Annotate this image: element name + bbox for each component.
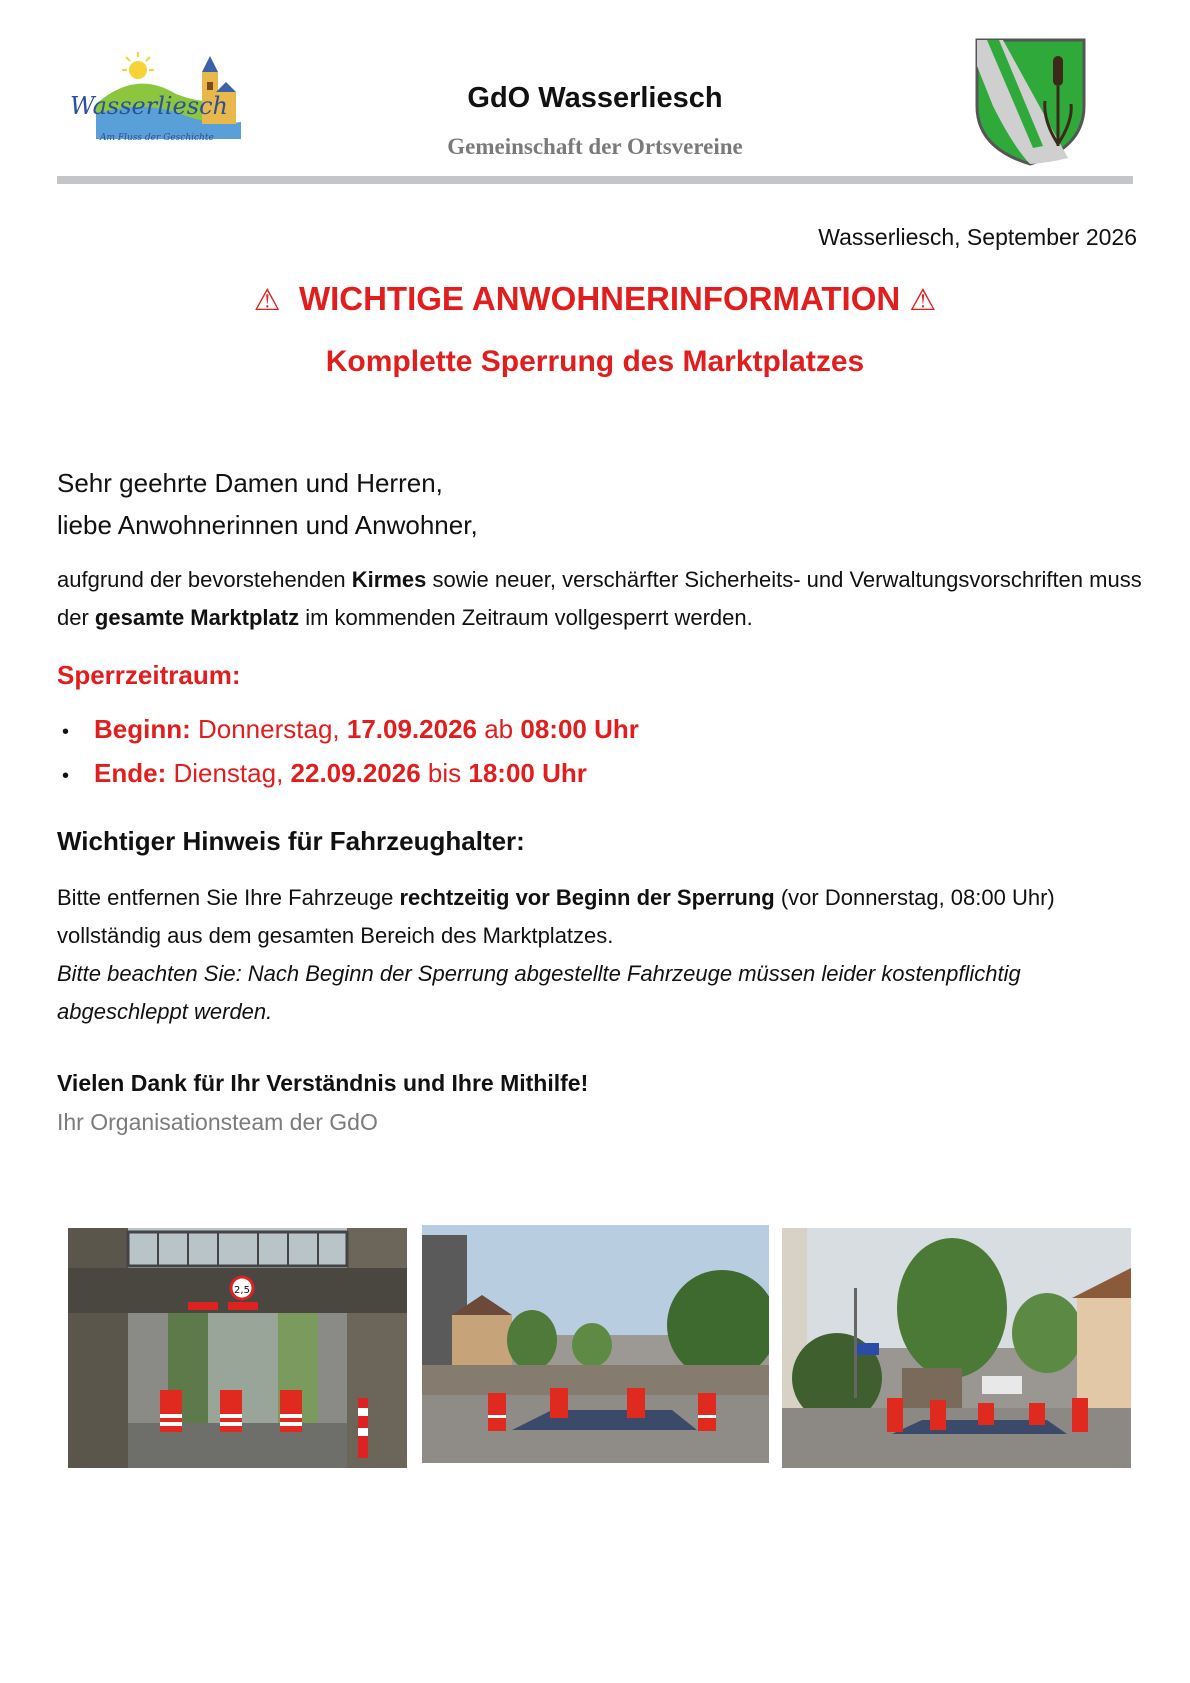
period-begin xyxy=(62,714,639,745)
intro-text: im kommenden Zeitraum vollgesperrt werden. xyxy=(299,605,753,630)
date-line: Wasserliesch, September 2026 xyxy=(818,224,1137,250)
photo-market-barriers-2 xyxy=(782,1228,1131,1468)
period-end xyxy=(62,758,587,789)
photo-underpass-barriers xyxy=(68,1228,407,1468)
alert-title xyxy=(0,280,1190,318)
end-conj: bis xyxy=(420,758,469,788)
begin-label: Beginn: xyxy=(94,714,191,744)
alert-title-text: WICHTIGE ANWOHNERINFORMATION xyxy=(298,280,901,317)
logo-text: Wasserliesch xyxy=(70,92,228,120)
alert-subtitle: Komplette Sperrung des Marktplatzes xyxy=(325,345,865,378)
hint-heading: Wichtiger Hinweis für Fahrzeughalter: xyxy=(57,826,525,856)
hint-text: Bitte entfernen Sie Ihre Fahrzeuge xyxy=(57,885,400,910)
logo-tagline: Am Fluss der Geschichte xyxy=(100,133,214,143)
warning-icon: ⚠ xyxy=(253,283,281,318)
closing-signature: Ihr Organisationsteam der GdO xyxy=(57,1109,378,1135)
intro-text: aufgrund der bevorstehenden xyxy=(57,567,352,592)
greeting xyxy=(57,462,478,546)
bullet: • xyxy=(62,721,70,743)
org-subtitle: Gemeinschaft der Ortsvereine xyxy=(447,134,743,159)
end-day: Dienstag, xyxy=(166,758,291,788)
begin-time: 08:00 Uhr xyxy=(520,714,639,744)
intro-paragraph xyxy=(57,561,1147,637)
hint-bold: rechtzeitig vor Beginn der Sperrung xyxy=(399,885,775,910)
begin-day: Donnerstag, xyxy=(190,714,347,744)
hint-paragraph xyxy=(57,879,1147,1031)
photo-market-barriers-1 xyxy=(422,1225,769,1463)
begin-conj: ab xyxy=(477,714,521,744)
intro-text: sowie neuer, verschärfter Sicherheits- und Verwaltungsvorschriften muss der xyxy=(57,567,1142,630)
coat-of-arms-icon xyxy=(973,36,1088,168)
end-time: 18:00 Uhr xyxy=(468,758,587,788)
height-sign-text: 2,5 xyxy=(234,1285,250,1296)
begin-date: 17.09.2026 xyxy=(346,714,477,744)
hint-italic-note: Bitte beachten Sie: Nach Beginn der Sperrung abgestellte Fahrzeuge müssen leider kostenpflichtig abgeschleppt werden. xyxy=(57,961,1021,1024)
warning-icon: ⚠ xyxy=(909,283,937,318)
closing-thanks: Vielen Dank für Ihr Verständnis und Ihre Mithilfe! xyxy=(57,1070,589,1096)
org-name: GdO Wasserliesch xyxy=(467,82,723,114)
intro-bold-marktplatz: gesamte Marktplatz xyxy=(94,605,300,630)
end-label: Ende: xyxy=(94,758,167,788)
intro-bold-kirmes: Kirmes xyxy=(351,567,427,592)
hint-text: (vor Donnerstag, 08:00 Uhr) vollständig aus dem gesamten Bereich des Marktplatzes. xyxy=(57,885,1055,948)
greeting-line-2: liebe Anwohnerinnen und Anwohner, xyxy=(57,510,478,540)
end-date: 22.09.2026 xyxy=(290,758,421,788)
header-divider xyxy=(57,176,1133,184)
bullet: • xyxy=(62,765,70,787)
period-heading: Sperrzeitraum: xyxy=(57,660,241,690)
greeting-line-1: Sehr geehrte Damen und Herren, xyxy=(57,468,443,498)
